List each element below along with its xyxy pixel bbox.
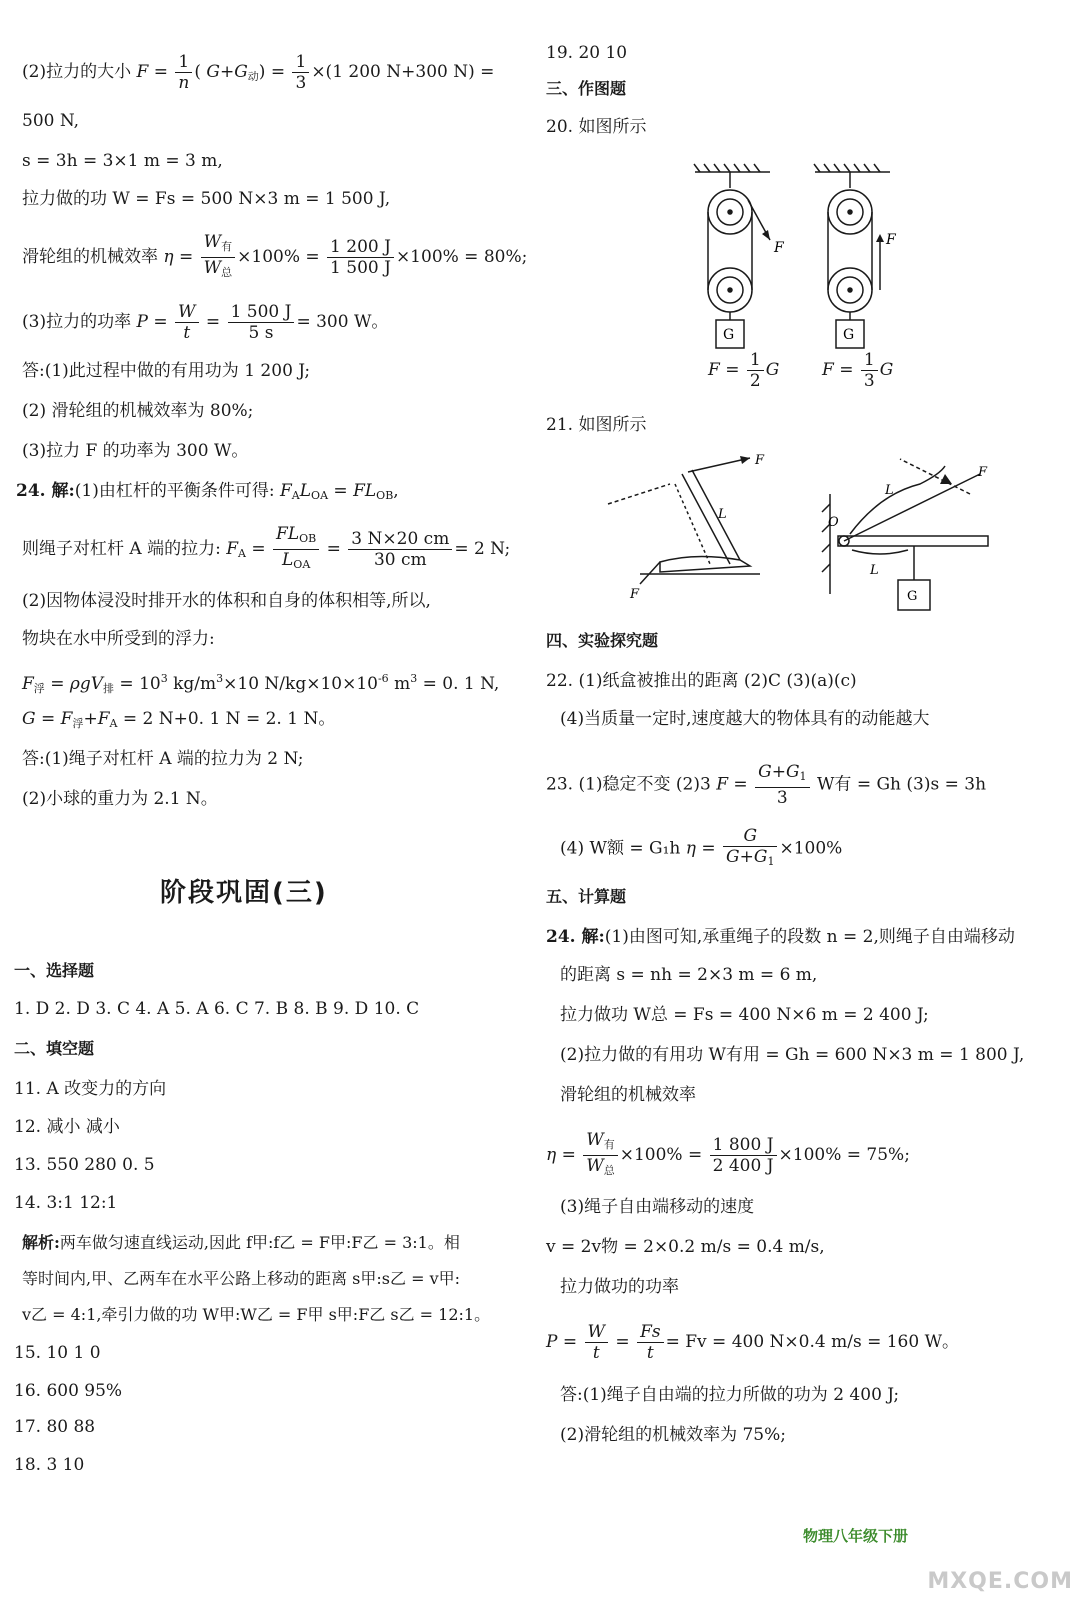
q24-calc-10: P = $\frac{W}{t}$ = $\frac{Fs}{t}$ = Fv = 400 N×0.4 m/s = 160 W。 [546,1322,960,1363]
fill-11: 11. A 改变力的方向 [14,1079,167,1099]
f1-label: F [755,454,765,468]
weight-label-a: G [723,327,735,343]
section-fill: 二、填空题 [14,1039,95,1058]
f-label: F [978,465,988,480]
q24-calc-5: 滑轮组的机械效率 [560,1085,696,1105]
q23-part2-result: 500 N, [22,111,80,131]
q24-buoyancy: $F_浮 = \rho gV_排 = 10^3$ $kg/m^3\times 10$ $N/kg\times 10\times 10^{-6}$ $m^3 = 0$. 1 N, [22,672,500,695]
section-experiment: 四、实验探究题 [546,631,659,650]
q24-calc-3: 拉力做功 W总 = Fs = 400 N×6 m = 2 400 J; [560,1005,929,1025]
q24-answer-2: (2)小球的重力为 2.1 N。 [22,789,218,809]
force-label-b: F [886,232,896,248]
q23-experiment-2: (4) W额 = G₁h η = $\frac{G}{G+G_1}$ ×100% [560,826,843,868]
section-drawing: 三、作图题 [546,79,627,98]
q23-answer-1: 答:(1)此过程中做的有用功为 1 200 J; [22,361,311,381]
q23-experiment-1: 23. (1)稳定不变 (2)3 F = $\frac{G+G_1}{3}$ W有 = Gh (3)s = 3h [546,762,987,808]
force-label-a: F [774,240,784,256]
page-title: 阶段巩固(三) [160,878,328,908]
fill-18: 18. 3 10 [14,1455,85,1475]
fill-14-analysis-2: 等时间内,甲、乙两车在水平公路上移动的距离 s甲:s乙 = v甲: [22,1269,460,1288]
fill-12: 12. 减小 减小 [14,1117,120,1137]
q23-power: (3)拉力的功率 P = $\frac{W}{t}$ = $\frac{1 500 J}{5 s}$ = 300 W。 [22,302,389,343]
q23-answer-2: (2) 滑轮组的机械效率为 80%; [22,401,254,421]
l2-label: L [870,563,879,578]
footer-subject: 物理八年级下册 [803,1527,909,1545]
l1-label-a: L [718,507,727,522]
q24-answer-1-right: 答:(1)绳子自由端的拉力所做的功为 2 400 J; [560,1385,900,1405]
section-calc: 五、计算题 [546,887,627,906]
lever-diagrams [600,454,1040,624]
fill-14-analysis-3: v乙 = 4:1,牵引力做的功 W甲:W乙 = F甲 s甲:F乙 s乙 = 12:1。 [22,1305,491,1324]
fill-19: 19. 20 10 [546,43,628,63]
section-choice: 一、选择题 [14,961,95,980]
fill-14-analysis-1: 解析:两车做匀速直线运动,因此 f甲:f乙 = F甲:F乙 = 3:1。相 [22,1233,460,1252]
f2-label: F [630,587,640,602]
q20-label: 20. 如图所示 [546,117,647,137]
weight-label-c: G [907,589,918,604]
q21-label: 21. 如图所示 [546,415,647,435]
q24-line-2: 则绳子对杠杆 A 端的拉力: $F_A$ = $\frac{FL_{OB}}{L_{OA}}$ = $\frac{3 N\times 20 cm}{30 cm}$ = 2 N; [22,524,511,571]
pivot-label: O [828,515,839,530]
l1-label-b: L [885,483,894,498]
fill-13: 13. 550 280 0. 5 [14,1155,155,1175]
q24-answer-1: 答:(1)绳子对杠杆 A 端的拉力为 2 N; [22,749,304,769]
weight-label-b: G [843,327,855,343]
q23-work: 拉力做的功 W = Fs = 500 N×3 m = 1 500 J, [22,189,391,209]
choice-answers: 1. D 2. D 3. C 4. A 5. A 6. C 7. B 8. B 9. D 10. C [14,999,420,1019]
q24-line-1: 24. 解:(1)由杠杆的平衡条件可得: $F_AL_{OA} = FL_{OB}$, [16,481,399,502]
q23-distance: s = 3h = 3×1 m = 3 m, [22,151,223,171]
q23-efficiency: 滑轮组的机械效率 η = $\frac{W_有}{W_总}$ ×100% = $\frac{1 200 J}{1 500 J}$ ×100% = 80%; [22,232,528,279]
q20-formula-b: F = $\frac{1}{3}$ G [822,350,894,391]
q24-line-3: (2)因物体浸没时排开水的体积和自身的体积相等,所以, [22,591,431,611]
q20-formula-a: F = $\frac{1}{2}$ G [708,350,780,391]
q24-calc-8: v = 2v物 = 2×0.2 m/s = 0.4 m/s, [546,1237,825,1257]
q24-calc-1: 24. 解:(1)由图可知,承重绳子的段数 n = 2,则绳子自由端移动 [546,927,1015,947]
q24-answer-2-right: (2)滑轮组的机械效率为 75%; [560,1425,786,1445]
q24-calc-4: (2)拉力做的有用功 W有用 = Gh = 600 N×3 m = 1 800 J, [560,1045,1025,1065]
q22-line-2: (4)当质量一定时,速度越大的物体具有的动能越大 [560,709,930,729]
fill-15: 15. 10 1 0 [14,1343,101,1363]
q23-part2-line: (2)拉力的大小 F = $\frac{1}{n}$ ( $G+G_动$) = $\frac{1}{3}$ ×(1 200 N+300 N) = [22,52,495,93]
q24-calc-7: (3)绳子自由端移动的速度 [560,1197,755,1217]
q24-calc-6: η = $\frac{W_有}{W_总}$ ×100% = $\frac{1 800 J}{2 400 J}$ ×100% = 75%; [546,1130,910,1177]
fill-16: 16. 600 95% [14,1381,123,1401]
q24-line-4: 物块在水中所受到的浮力: [22,629,215,649]
watermark: MXQE.COM [927,1569,1073,1594]
q23-answer-3: (3)拉力 F 的功率为 300 W。 [22,441,249,461]
q24-calc-2: 的距离 s = nh = 2×3 m = 6 m, [560,965,818,985]
fill-17: 17. 80 88 [14,1417,96,1437]
q22-line-1: 22. (1)纸盒被推出的距离 (2)C (3)(a)(c) [546,671,857,691]
q24-gravity: $G = F_浮+F_A = 2$ N+0. 1 N = 2. 1 N。 [22,709,336,730]
q24-calc-9: 拉力做功的功率 [560,1277,679,1297]
fill-14: 14. 3:1 12:1 [14,1193,118,1213]
